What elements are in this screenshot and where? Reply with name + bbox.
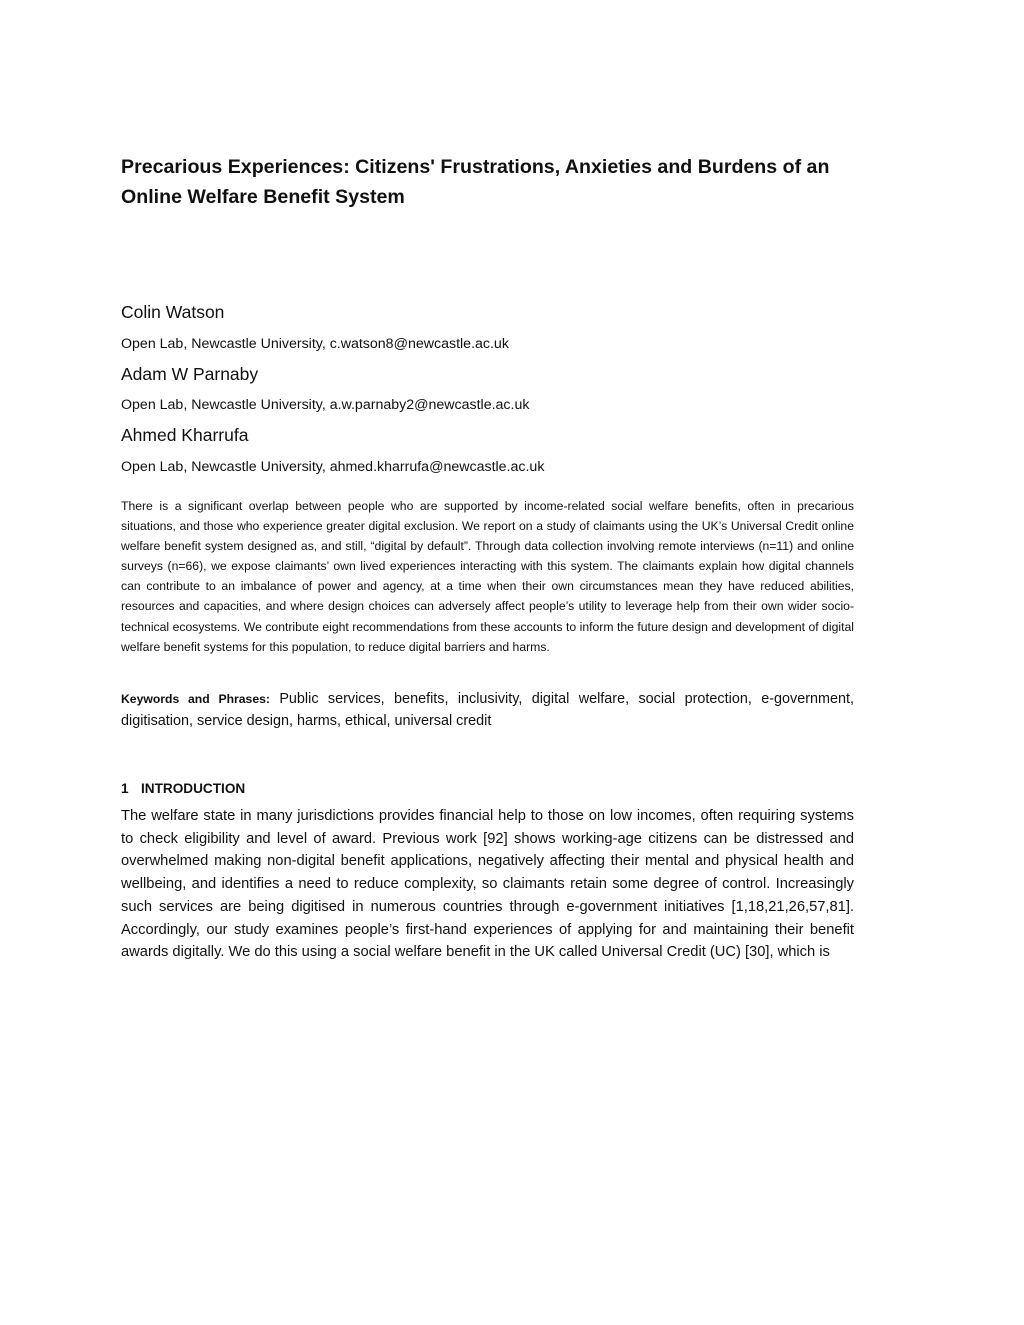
keywords-text: Public services, benefits, inclusivity, digital welfare, social protection, e-government, digitisation, service design, harms, ethical, universal credit bbox=[121, 691, 854, 729]
introduction-paragraph: The welfare state in many jurisdictions provides financial help to those on low incomes, often requiring systems to check eligibility and level of award. Previous work [92] shows working-age citizens can be distressed and overwhelmed making non-digital benefit applications, negatively affecting their mental and physical health and wellbeing, and identifies a need to reduce complexity, so claimants retain some degree of control. Increasingly such services are being digitised in numerous countries through e-government initiatives [1,18,21,26,57,81]. Accordingly, our study examines people’s first-hand experiences of applying for and maintaining their benefit awards digitally. We do this using a social welfare benefit in the UK called Universal Credit (UC) [30], which is bbox=[121, 808, 854, 961]
keywords bbox=[121, 688, 854, 732]
author-name: Adam W Parnaby bbox=[121, 364, 259, 384]
author-name: Ahmed Kharrufa bbox=[121, 425, 249, 445]
section-title: INTRODUCTION bbox=[141, 781, 246, 796]
section-heading bbox=[121, 780, 245, 798]
author-affiliation: Open Lab, Newcastle University, ahmed.kharrufa@newcastle.ac.uk bbox=[121, 459, 545, 475]
author-affiliation: Open Lab, Newcastle University, c.watson8@newcastle.ac.uk bbox=[121, 336, 509, 352]
paper-title: Precarious Experiences: Citizens' Frustrations, Anxieties and Burdens of an Online Welfare Benefit System bbox=[121, 156, 830, 208]
author-name: Colin Watson bbox=[121, 302, 225, 322]
keywords-label: Keywords and Phrases: bbox=[121, 692, 270, 706]
author-affiliation: Open Lab, Newcastle University, a.w.parnaby2@newcastle.ac.uk bbox=[121, 397, 530, 413]
section-number: 1 bbox=[121, 781, 129, 796]
abstract: There is a significant overlap between people who are supported by income-related social welfare benefits, often in precarious situations, and those who experience greater digital exclusion. We report on a study of claimants using the UK’s Universal Credit online welfare benefit system designed as, and still, “digital by default”. Through data collection involving remote interviews (n=11) and online surveys (n=66), we expose claimants’ own lived experiences interacting with this system. The claimants explain how digital channels can contribute to an imbalance of power and agency, at a time when their own circumstances mean they have reduced abilities, resources and capacities, and where design choices can adversely affect people’s utility to leverage help from their own wider socio-technical ecosystems. We contribute eight recommendations from these accounts to inform the future design and development of digital welfare benefit systems for this population, to reduce digital barriers and harms. bbox=[121, 499, 854, 654]
